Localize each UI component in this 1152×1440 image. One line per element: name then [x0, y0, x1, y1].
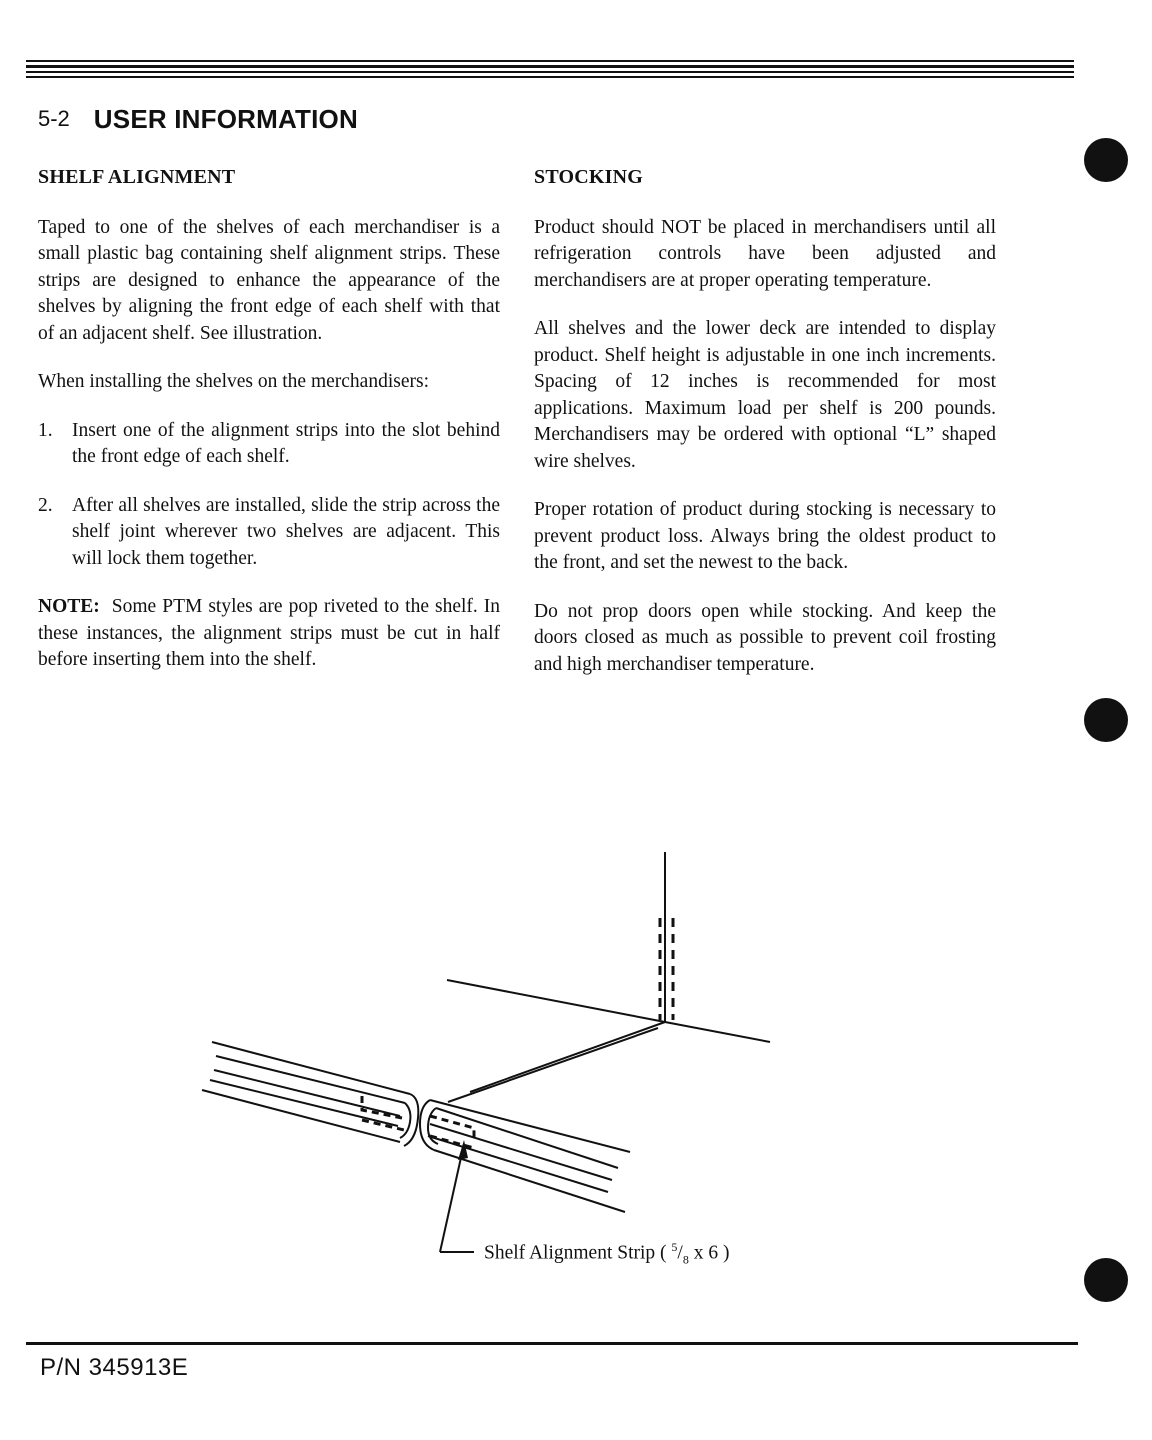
back-edge-line [665, 1022, 770, 1042]
bottom-rule [26, 1342, 1078, 1345]
step-number: 2. [38, 494, 53, 516]
part-number: P/N 345913E [40, 1354, 189, 1381]
top-rule [26, 60, 1074, 62]
install-steps [38, 418, 500, 573]
note-label: NOTE: [38, 596, 100, 617]
shelf-alignment-heading: SHELF ALIGNMENT [38, 166, 236, 188]
top-rule [26, 65, 1074, 68]
diagonal-edge [448, 1028, 658, 1102]
left-shelf-line [210, 1080, 398, 1126]
right-shelf-line [430, 1100, 630, 1152]
step-text: After all shelves are installed, slide the strip across the shelf joint wherever two shelves are adjacent. This will lock them together. [72, 494, 500, 569]
note-text: Some PTM styles are pop riveted to the shelf. In these instances, the alignment strips must be cut in half before inserting them into the shelf. [38, 596, 501, 670]
stocking-paragraph: Do not prop doors open while stocking. And keep the doors closed as much as possible to prevent coil frosting and high merchandiser temperature. [534, 600, 996, 675]
punch-hole [1084, 138, 1128, 182]
diagonal-edge [470, 1022, 665, 1092]
leader-line [440, 1144, 464, 1252]
stocking-paragraph: Product should NOT be placed in merchandisers until all refrigeration controls have been adjusted and merchandisers are at proper operating temperature. [534, 216, 996, 291]
right-shelf-line [434, 1150, 625, 1212]
section-header [38, 104, 358, 135]
punch-hole [1084, 698, 1128, 742]
note-paragraph [38, 594, 500, 674]
shelf-alignment-column [38, 164, 500, 696]
caption-slash: / [677, 1242, 683, 1264]
stocking-paragraph: Proper rotation of product during stocking is necessary to prevent product loss. Always bring the oldest product to the front, and set the newest to the back. [534, 499, 996, 573]
stocking-paragraph: All shelves and the lower deck are intended to display product. Shelf height is adjustable in one inch increments. Spacing of 12 inches is recommended for most applications. Maximum load per shelf is 200 pounds. Merchandisers may be ordered with optional “L” shaped wire shelves. [534, 318, 996, 472]
punch-hole [1084, 1258, 1128, 1302]
install-step [38, 493, 500, 573]
left-shelf-line [214, 1070, 400, 1116]
top-rule [26, 76, 1074, 78]
section-title: USER INFORMATION [93, 104, 358, 134]
caption-numerator: 5 [671, 1240, 678, 1254]
top-rule [26, 71, 1074, 73]
back-edge-line [447, 980, 665, 1022]
step-text: Insert one of the alignment strips into the slot behind the front edge of each shelf. [72, 419, 500, 467]
alignment-strip-dash [430, 1136, 474, 1148]
left-shelf-line [202, 1090, 400, 1142]
left-shelf-roll [400, 1103, 410, 1138]
stocking-column [534, 164, 996, 700]
shelf-alignment-illustration [0, 840, 1152, 1260]
caption-prefix: Shelf Alignment Strip ( [484, 1242, 672, 1264]
section-number: 5-2 [38, 106, 70, 131]
caption-suffix: x 6 ) [688, 1242, 730, 1264]
left-shelf-line [212, 1042, 410, 1094]
install-lead: When installing the shelves on the merchandisers: [38, 371, 429, 392]
left-shelf-line [216, 1056, 405, 1103]
shelf-alignment-intro: Taped to one of the shelves of each merchandiser is a small plastic bag containing shelf alignment strips. These strips are designed to enhance the appearance of the shelves by aligning the front edge of each shelf with that of an adjacent shelf. See illustration. [38, 216, 500, 344]
stocking-heading: STOCKING [534, 166, 644, 188]
install-step [38, 418, 500, 471]
illustration-caption [484, 1240, 729, 1267]
caption-denominator: 8 [682, 1252, 689, 1267]
step-number: 1. [38, 419, 53, 441]
